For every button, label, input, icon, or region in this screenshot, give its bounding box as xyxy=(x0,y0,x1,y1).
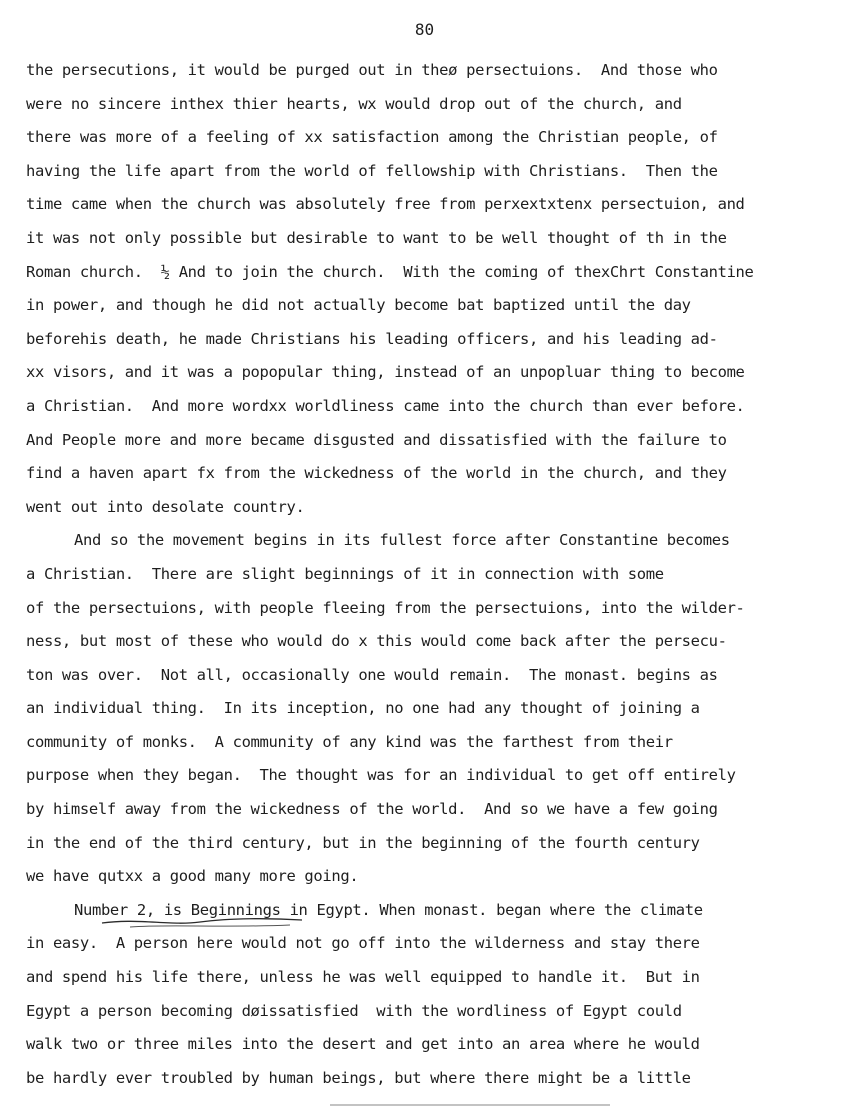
text-line: purpose when they began. The thought was for an individual to get off entirely xyxy=(26,766,736,785)
paragraph xyxy=(26,524,836,894)
text-line: having the life apart from the world of fellowship with Christians. Then the xyxy=(26,161,718,180)
text-line: went out into desolate country. xyxy=(26,497,305,516)
text-line: an individual thing. In its inception, no one had any thought of joining a xyxy=(26,699,700,718)
text-line: And so the movement begins in its fullest force after Constantine becomes xyxy=(74,531,730,550)
text-line: and spend his life there, unless he was well equipped to handle it. But in xyxy=(26,968,700,987)
text-line: find a haven apart fx from the wickedness of the world in the church, and they xyxy=(26,464,727,483)
handwritten-underline xyxy=(100,914,304,930)
text-line: there was more of a feeling of xx satisfaction among the Christian people, of xyxy=(26,128,718,147)
text-line: ton was over. Not all, occasionally one would remain. The monast. begins as xyxy=(26,665,718,684)
text-line: ness, but most of these who would do x this would come back after the persecu- xyxy=(26,632,727,651)
text-line: of the persectuions, with people fleeing from the persectuions, into the wilder- xyxy=(26,598,745,617)
page-number: 80 xyxy=(414,20,435,39)
text-line: a Christian. And more wordxx worldliness came into the church than ever before. xyxy=(26,396,745,415)
text-line: we have qutxx a good many more going. xyxy=(26,867,359,886)
text-line: time came when the church was absolutely free from perxextxtenx persectuion, and xyxy=(26,195,745,214)
text-line: beforehis death, he made Christians his leading officers, and his leading ad- xyxy=(26,329,718,348)
text-line: in the end of the third century, but in the beginning of the fourth century xyxy=(26,833,700,852)
text-line: in power, and though he did not actually become bat baptized until the day xyxy=(26,296,691,315)
text-line: were no sincere inthex thier hearts, wx would drop out of the church, and xyxy=(26,94,682,113)
text-line: be hardly ever troubled by human beings, but where there might be a little xyxy=(26,1068,691,1087)
text-line: And People more and more became disgusted and dissatisfied with the failure to xyxy=(26,430,727,449)
text-line: the persecutions, it would be purged out in theø persectuions. And those who xyxy=(26,61,718,79)
text-line: by himself away from the wickedness of the world. And so we have a few going xyxy=(26,800,718,819)
text-line: a Christian. There are slight beginnings of it in connection with some xyxy=(26,564,664,583)
text-line: it was not only possiblе but desirable to want to be well thought of th in the xyxy=(26,228,727,247)
text-line: Number 2, is Beginnings in Egypt. When monast. began where the climate xyxy=(74,900,703,919)
text-line: in easy. A person here would not go off into the wilderness and stay there xyxy=(26,934,700,953)
page-edge-mark xyxy=(330,1104,610,1110)
text-line: Roman church. ½ And to join the church. With the coming of thexChrt Constantine xyxy=(26,262,754,281)
text-line: Egypt a person becoming døissatisfied with the wordliness of Egypt could xyxy=(26,1001,682,1020)
paragraph xyxy=(26,54,836,524)
body-text xyxy=(26,54,836,1095)
text-line: xx visors, and it was a popopular thing, instead of an unpopluar thing to become xyxy=(26,363,745,382)
text-line: walk two or three miles into the desert and get into an area where he would xyxy=(26,1035,700,1054)
text-line: community of monks. A community of any kind was the farthest from their xyxy=(26,732,673,751)
